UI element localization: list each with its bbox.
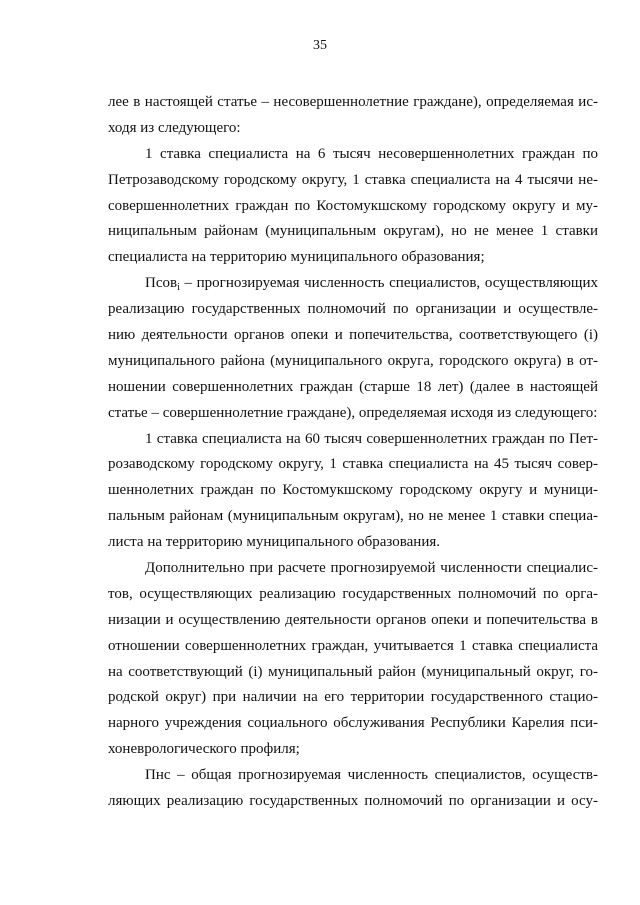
text-line: нию деятельности органов опеки и попечительства, соответствующего (i) <box>108 327 598 344</box>
page-number: 35 <box>313 38 327 53</box>
text-line: тов, осуществляющих реализацию государственных полномочий по орга- <box>108 585 598 602</box>
text-line: ляющих реализацию государственных полномочий по организации и осу- <box>108 793 598 810</box>
paragraph <box>108 763 598 815</box>
text-line: совершеннолетних граждан по Костомукшскому городскому округу и му- <box>108 197 598 214</box>
text-fragment: – прогнозируемая численность специалистов, осуществляющих <box>179 275 598 292</box>
body-text <box>108 90 598 815</box>
paragraph <box>108 556 598 763</box>
text-line: отношении совершеннолетних граждан, учитывается 1 ставка специалиста <box>108 637 598 654</box>
text-line: нарного учреждения социального обслуживания Республики Карелия пси- <box>108 715 598 732</box>
variable-subscript: i <box>177 282 180 294</box>
text-line: ношении совершеннолетних граждан (старше 18 лет) (далее в настоящей <box>108 378 598 395</box>
paragraph <box>108 427 598 556</box>
text-line: хоневрологического профиля; <box>108 741 300 758</box>
text-line: пальным районам (муниципальным округам), но не менее 1 ставки специа- <box>108 508 598 525</box>
paragraph <box>108 90 598 142</box>
text-line: на соответствующий (i) муниципальный район (муниципальный округ, го- <box>108 663 598 680</box>
text-line: розаводскому городскому округу, 1 ставка специалиста на 45 тысяч совер- <box>108 456 598 473</box>
text-line: Петрозаводскому городскому округу, 1 ставка специалиста на 4 тысячи не- <box>108 171 598 188</box>
text-line: реализацию государственных полномочий по организации и осуществле- <box>108 301 598 318</box>
text-line: родской округ) при наличии на его территории государственного стацио- <box>108 689 598 706</box>
paragraph <box>108 271 598 426</box>
text-line: специалиста на территорию муниципального образования; <box>108 249 485 266</box>
text-line: низации и осуществлению деятельности органов опеки и попечительства в <box>108 611 598 628</box>
text-line: лее в настоящей статье – несовершеннолетние граждане), определяемая ис- <box>108 94 598 110</box>
text-line: Пнс – общая прогнозируемая численность специалистов, осуществ- <box>145 767 598 784</box>
text-line: статье – совершеннолетние граждане), определяемая исходя из следующего: <box>108 404 598 421</box>
text-line: 1 ставка специалиста на 6 тысяч несовершеннолетних граждан по <box>145 145 598 162</box>
paragraph <box>108 142 598 271</box>
text-line: 1 ставка специалиста на 60 тысяч совершеннолетних граждан по Пет- <box>145 430 598 447</box>
text-line: листа на территорию муниципального образования. <box>108 534 441 551</box>
variable-name: Псов <box>145 275 178 292</box>
text-line: муниципального района (муниципального округа, городского округа) в от- <box>108 352 598 369</box>
text-line: ходя из следующего: <box>108 119 241 136</box>
text-line <box>108 271 598 297</box>
text-line: шеннолетних граждан по Костомукшскому городскому округу и муници- <box>108 482 598 499</box>
text-line: Дополнительно при расчете прогнозируемой численности специалис- <box>145 560 598 577</box>
text-line: ниципальным районам (муниципальным округам), но не менее 1 ставки <box>108 223 598 240</box>
